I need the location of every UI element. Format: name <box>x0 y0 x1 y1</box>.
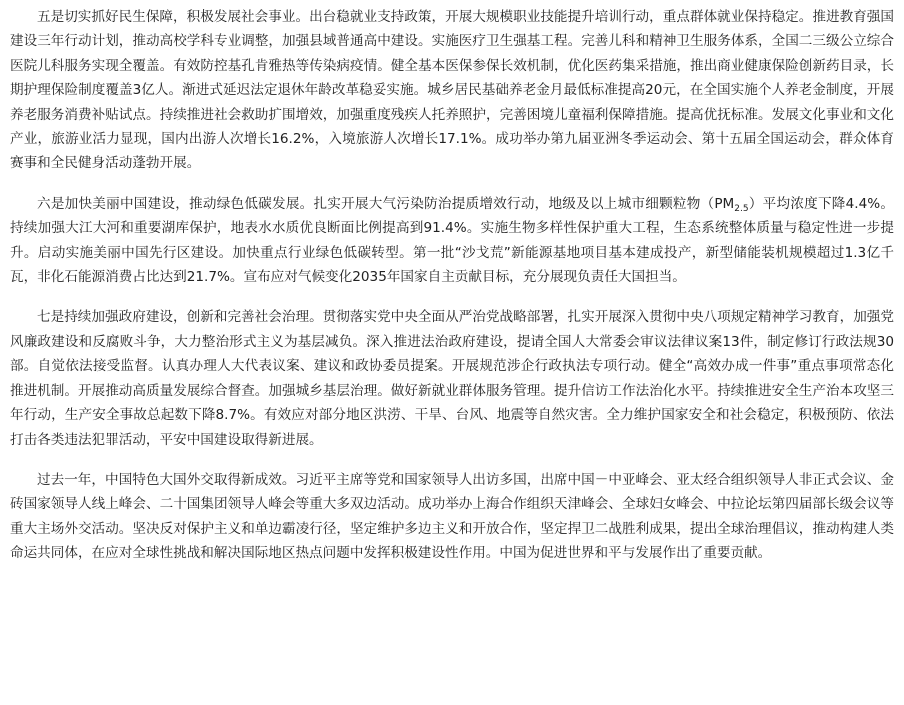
paragraph-text-before-subscript: 六是加快美丽中国建设，推动绿色低碳发展。扎实开展大气污染防治提质增效行动，地级及以上城市细颗粒物（PM <box>37 195 735 212</box>
paragraph-livelihood: 五是切实抓好民生保障，积极发展社会事业。出台稳就业支持政策，开展大规模职业技能提升培训行动，重点群体就业保持稳定。推进教育强国建设三年行动计划，推动高校学科专业调整，加强县域普通高中建设。实施医疗卫生强基工程。完善儿科和精神卫生服务体系，全国二三级公立综合医院儿科服务实现全覆盖。有效防控基孔肯雅热等传染病疫情。健全基本医保参保长效机制，优化医药集采措施，推出商业健康保险创新药目录，长期护理保险制度覆盖3亿人。渐进式延迟法定退休年龄改革稳妥实施。城乡居民基础养老金月最低标准提高20元，在全国实施个人养老金制度，开展养老服务消费补贴试点。持续推进社会救助扩围增效，加强重度残疾人托养照护，完善困境儿童福利保障措施。提高优抚标准。发展文化事业和文化产业，旅游业活力显现，国内出游人次增长16.2%，入境旅游人次增长17.1%。成功举办第九届亚洲冬季运动会、第十五届全国运动会，群众体育赛事和全民健身活动蓬勃开展。 <box>10 9 894 172</box>
paragraph-text-after-subscript: ）平均浓度下降4.4%。持续加强大江大河和重要湖库保护，地表水水质优良断面比例提高到91.4%。实施生物多样性保护重大工程，生态系统整体质量与稳定性进一步提升。启动实施美丽中国先行区建设。加快重点行业绿色低碳转型。第一批“沙戈荒”新能源基地项目基本建成投产，新型储能装机规模超过1.3亿千瓦，非化石能源消费占比达到21.7%。宣布应对气候变化2035年国家自主贡献目标，充分展现负责任大国担当。 <box>10 195 894 286</box>
paragraph-diplomacy: 过去一年，中国特色大国外交取得新成效。习近平主席等党和国家领导人出访多国，出席中国－中亚峰会、亚太经合组织领导人非正式会议、金砖国家领导人线上峰会、二十国集团领导人峰会等重大多双边活动。成功举办上海合作组织天津峰会、全球妇女峰会、中拉论坛第四届部长级会议等重大主场外交活动。坚决反对保护主义和单边霸凌行径，坚定维护多边主义和开放合作，坚定捍卫二战胜利成果，提出全球治理倡议，推动构建人类命运共同体，在应对全球性挑战和解决国际地区热点问题中发挥积极建设性作用。中国为促进世界和平与发展作出了重要贡献。 <box>10 471 894 562</box>
paragraph-green-development <box>10 192 894 290</box>
paragraph-government-building: 七是持续加强政府建设，创新和完善社会治理。贯彻落实党中央全面从严治党战略部署，扎实开展深入贯彻中央八项规定精神学习教育，加强党风廉政建设和反腐败斗争，大力整治形式主义为基层减负。深入推进法治政府建设，提请全国人大常委会审议法律议案13件，制定修订行政法规30部。自觉依法接受监督。认真办理人大代表议案、建议和政协委员提案。开展规范涉企行政执法专项行动。健全“高效办成一件事”重点事项常态化推进机制。开展推动高质量发展综合督查。加强城乡基层治理。做好新就业群体服务管理。提升信访工作法治化水平。持续推进安全生产治本攻坚三年行动，生产安全事故总起数下降8.7%。有效应对部分地区洪涝、干旱、台风、地震等自然灾害。全力维护国家安全和社会稳定，积极预防、依法打击各类违法犯罪活动，平安中国建设取得新进展。 <box>10 309 894 448</box>
pm-subscript: 2.5 <box>734 203 749 214</box>
